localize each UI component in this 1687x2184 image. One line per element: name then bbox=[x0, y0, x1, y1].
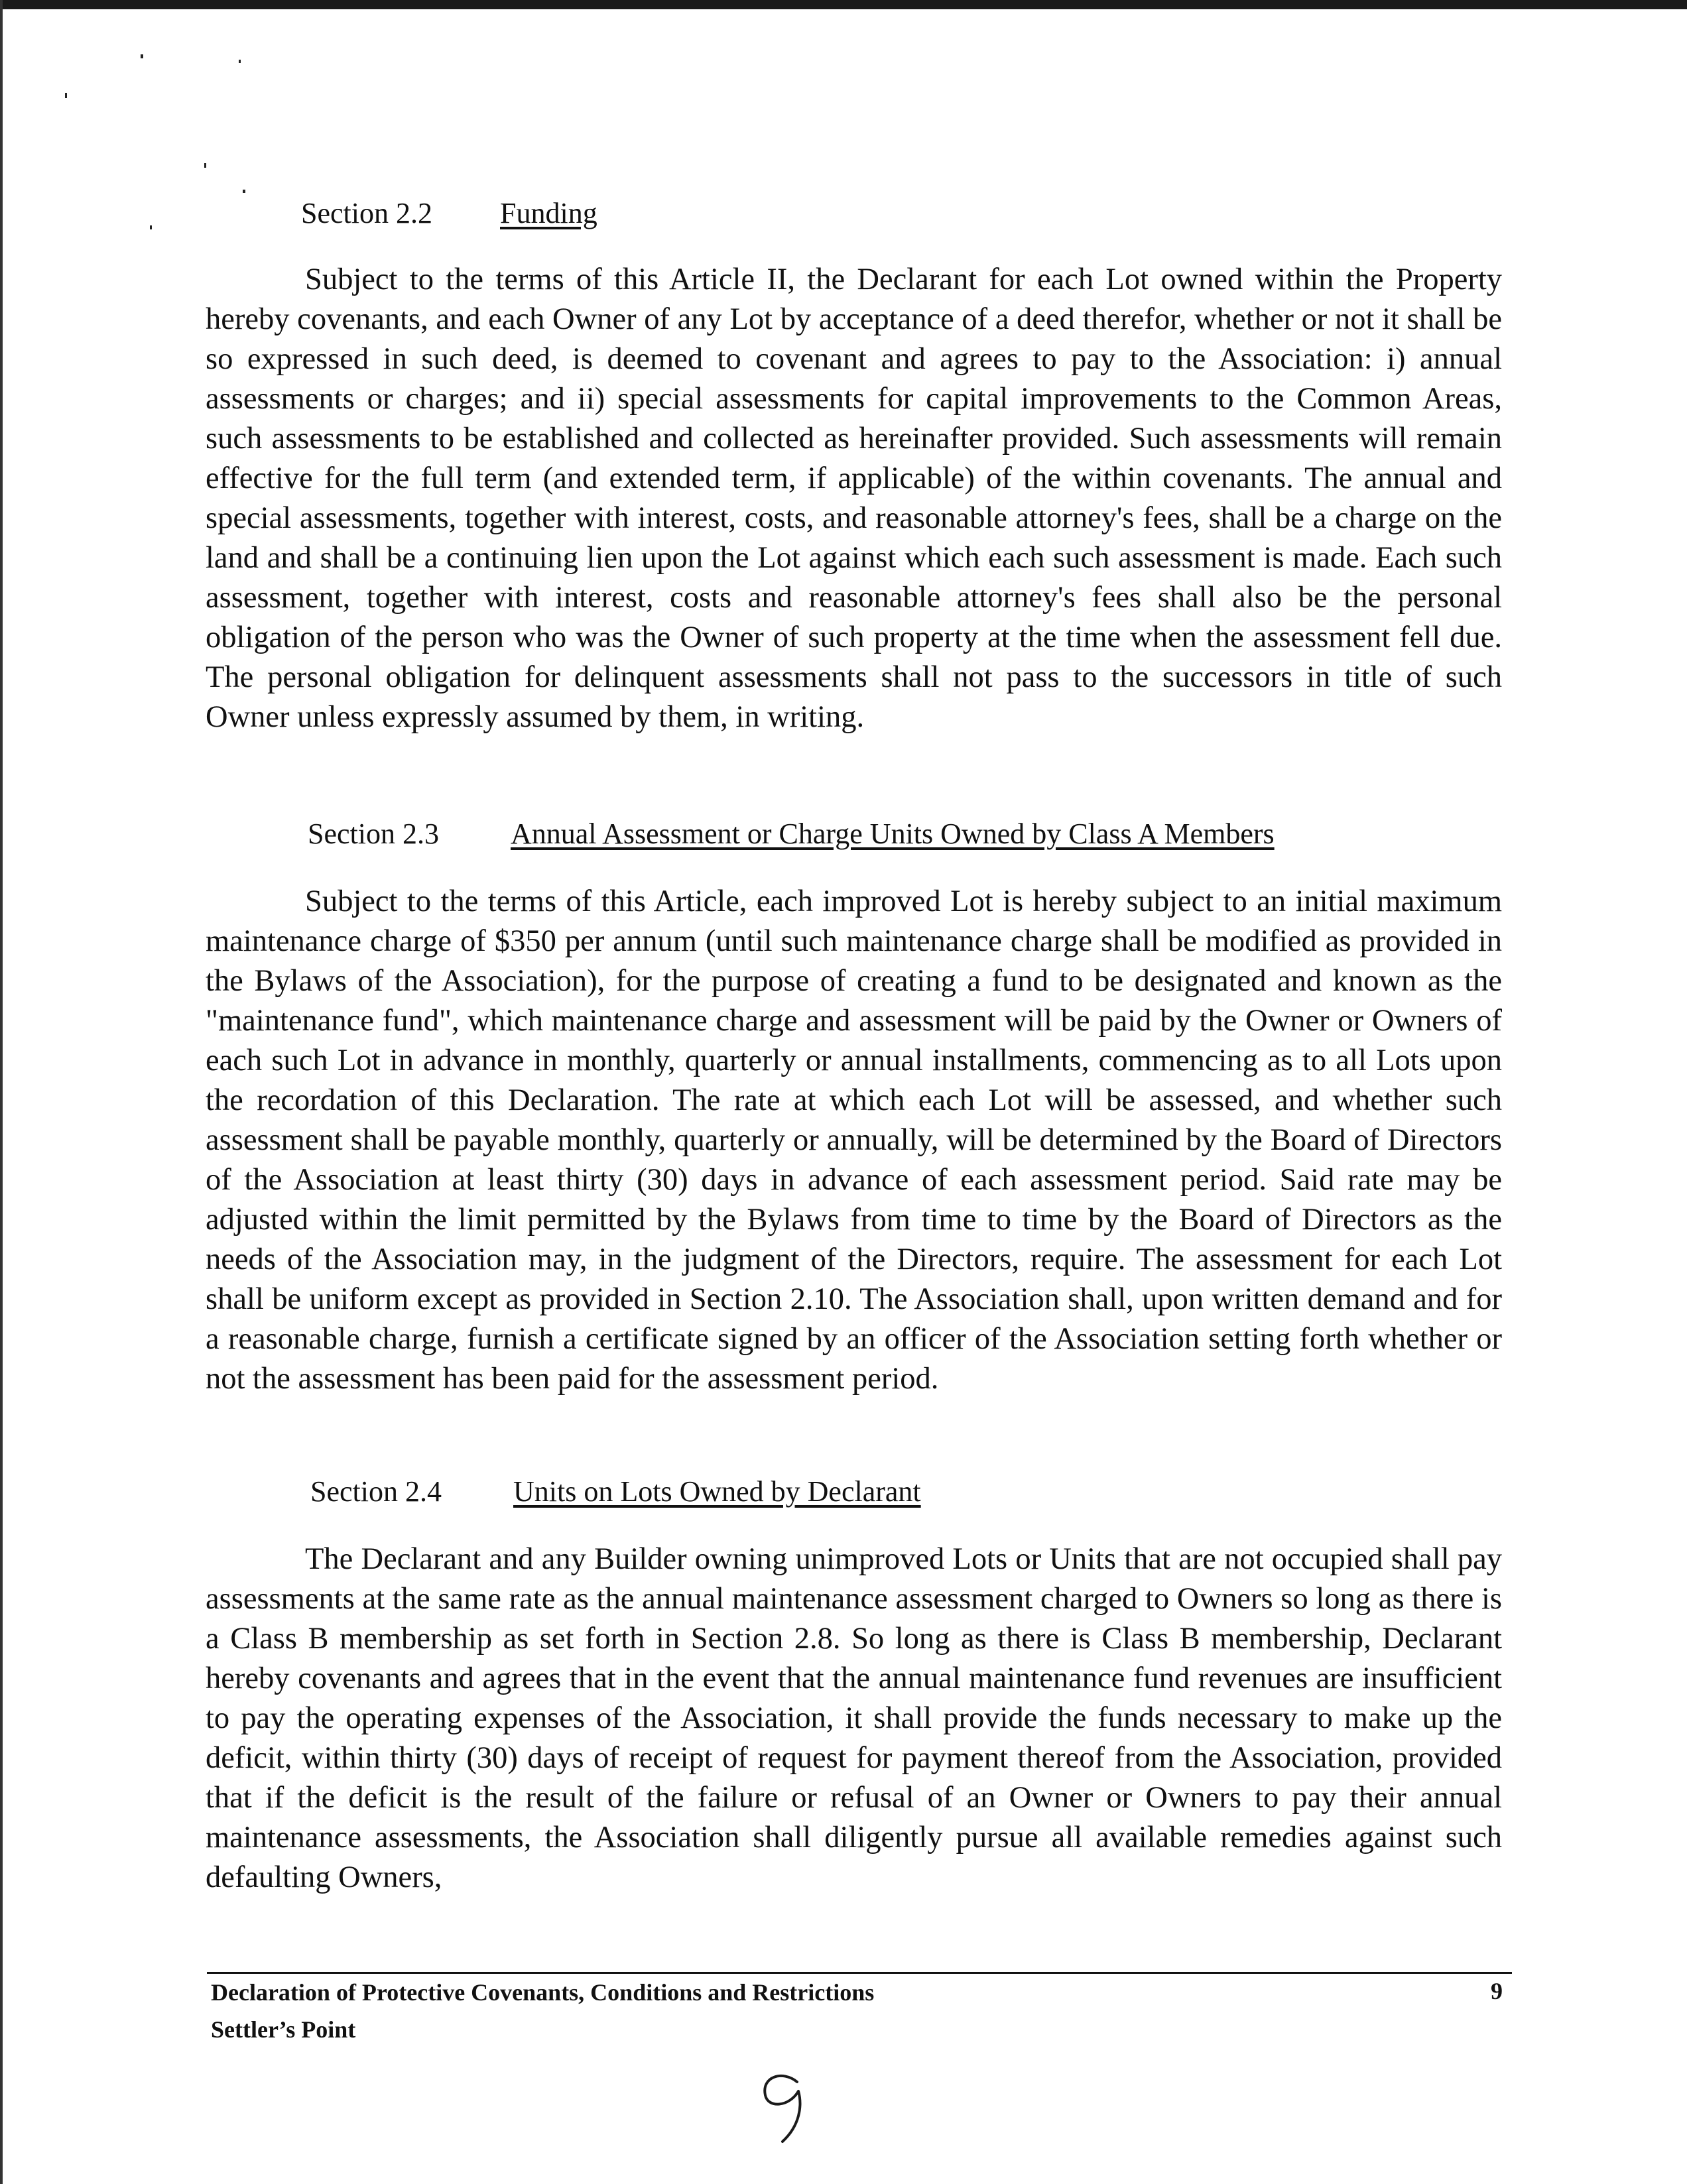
section-2-3-body: Subject to the terms of this Article, each improved Lot is hereby subject to an initial maximum maintenance charge of $350 per annum (until such maintenance charge shall be modified as provided in the Bylaws of the Association), for the purpose of creating a fund to be designated and known as the "maintenance fund", which maintenance charge and assessment will be paid by the Owner or Owners of each such Lot in advance in monthly, quarterly or annual installments, commencing as to all Lots upon the recordation of this Declaration. The rate at which each Lot will be assessed, and whether such assessment shall be payable monthly, quarterly or annually, will be determined by the Board of Directors of the Association at least thirty (30) days in advance of each assessment period. Said rate may be adjusted within the limit permitted by the Bylaws from time to time by the Board of Directors as the needs of the Association may, in the judgment of the Directors, require. The assessment for each Lot shall be uniform except as provided in Section 2.10. The Association shall, upon written demand and for a reasonable charge, furnish a certificate signed by an officer of the Association setting forth whether or not the assessment has been paid for the assessment period. bbox=[206, 884, 1502, 1396]
scan-speck bbox=[141, 54, 143, 58]
scan-speck bbox=[65, 93, 67, 98]
section-number: Section 2.3 bbox=[308, 818, 439, 850]
section-title: Funding bbox=[500, 197, 597, 229]
scan-speck bbox=[150, 225, 152, 229]
scan-edge-left bbox=[0, 0, 3, 2184]
scan-speck bbox=[204, 163, 206, 168]
scan-edge-top bbox=[0, 0, 1687, 9]
section-title: Units on Lots Owned by Declarant bbox=[513, 1475, 921, 1508]
section-number: Section 2.4 bbox=[310, 1475, 442, 1508]
footer-page-number: 9 bbox=[1491, 1978, 1503, 2004]
footer-title: Declaration of Protective Covenants, Conditions and Restrictions bbox=[211, 1979, 875, 2006]
section-2-2-heading bbox=[301, 196, 597, 231]
section-2-4-body: The Declarant and any Builder owning unimproved Lots or Units that are not occupied shall pay assessments at the same rate as the annual maintenance assessment charged to Owners so long as there is a Class B membership as set forth in Section 2.8. So long as there is Class B membership, Declarant hereby covenants and agrees that in the event that the annual maintenance fund revenues are insufficient to pay the operating expenses of the Association, it shall provide the funds necessary to make up the deficit, within thirty (30) days of receipt of request for payment thereof from the Association, provided that if the deficit is the result of the failure or refusal of an Owner or Owners to pay their annual maintenance assessments, the Association shall diligently pursue all available remedies against such defaulting Owners, bbox=[206, 1542, 1502, 1894]
scan-speck bbox=[239, 60, 241, 63]
footer-rule bbox=[207, 1972, 1512, 1974]
section-2-2-body: Subject to the terms of this Article II, the Declarant for each Lot owned within the Property hereby covenants, and each Owner of any Lot by acceptance of a deed therefor, whether or not it shall be so expressed in such deed, is deemed to covenant and agrees to pay to the Association: i) annual assessments or charges; and ii) special assessments for capital improvements to the Common Areas, such assessments to be established and collected as hereinafter provided. Such assessments will remain effective for the full term (and extended term, if applicable) of the within covenants. The annual and special assessments, together with interest, costs, and reasonable attorney's fees, shall be a charge on the land and shall be a continuing lien upon the Lot against which each such assessment is made. Each such assessment, together with interest, costs and reasonable attorney's fees shall also be the personal obligation of the person who was the Owner of such property at the time when the assessment fell due. The personal obligation for delinquent assessments shall not pass to the successors in title of such Owner unless expressly assumed by them, in writing. bbox=[206, 263, 1502, 734]
section-title: Annual Assessment or Charge Units Owned by Class A Members bbox=[511, 818, 1275, 850]
scan-speck bbox=[243, 190, 245, 193]
section-number: Section 2.2 bbox=[301, 197, 432, 229]
section-2-3-heading bbox=[308, 817, 1275, 851]
handwritten-page-mark bbox=[756, 2067, 816, 2147]
footer-subtitle: Settler’s Point bbox=[211, 2016, 356, 2043]
section-2-4-heading bbox=[310, 1475, 921, 1509]
